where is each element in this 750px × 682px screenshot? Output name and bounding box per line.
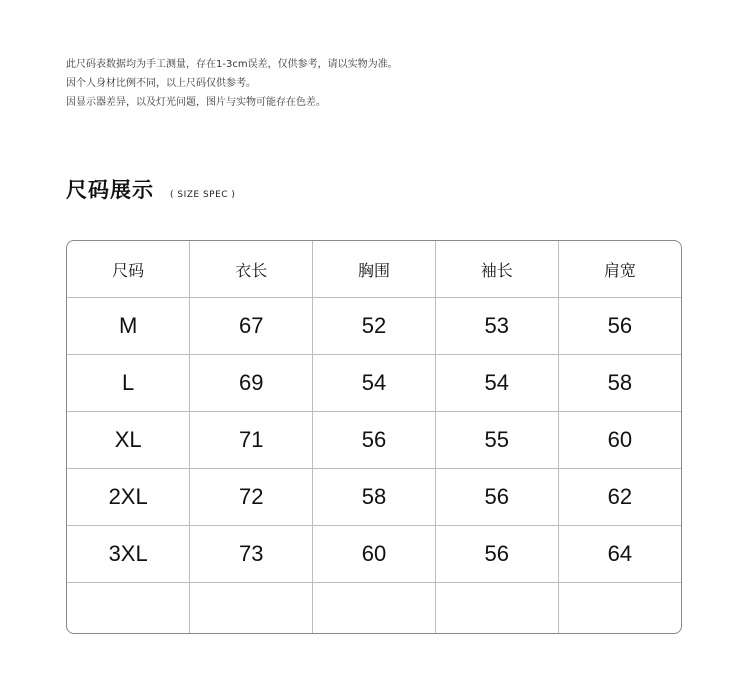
table-row-empty	[67, 583, 681, 635]
header-sleeve: 袖长	[435, 241, 558, 298]
cell-size: 2XL	[67, 469, 190, 526]
cell-sleeve: 53	[435, 298, 558, 355]
table-header-row	[67, 241, 681, 298]
size-table-container	[66, 240, 682, 634]
cell-size: XL	[67, 412, 190, 469]
header-length: 衣长	[190, 241, 313, 298]
empty-cell	[190, 583, 313, 635]
cell-sleeve: 55	[435, 412, 558, 469]
cell-shoulder: 62	[558, 469, 681, 526]
cell-chest: 60	[313, 526, 436, 583]
header-shoulder: 肩宽	[558, 241, 681, 298]
note-line: 因显示器差异，以及灯光问题，图片与实物可能存在色差。	[66, 97, 326, 108]
empty-cell	[558, 583, 681, 635]
size-notes	[66, 55, 398, 112]
section-heading	[66, 174, 235, 204]
cell-size: M	[67, 298, 190, 355]
cell-size: L	[67, 355, 190, 412]
cell-length: 69	[190, 355, 313, 412]
empty-cell	[313, 583, 436, 635]
size-table	[67, 241, 681, 634]
note-line: 因个人身材比例不同，以上尺码仅供参考。	[66, 78, 256, 89]
cell-size: 3XL	[67, 526, 190, 583]
table-row	[67, 526, 681, 583]
cell-length: 67	[190, 298, 313, 355]
table-row	[67, 412, 681, 469]
cell-shoulder: 64	[558, 526, 681, 583]
empty-cell	[67, 583, 190, 635]
cell-length: 71	[190, 412, 313, 469]
table-row	[67, 355, 681, 412]
cell-sleeve: 56	[435, 526, 558, 583]
table-row	[67, 298, 681, 355]
header-size: 尺码	[67, 241, 190, 298]
table-row	[67, 469, 681, 526]
cell-length: 72	[190, 469, 313, 526]
cell-length: 73	[190, 526, 313, 583]
cell-chest: 52	[313, 298, 436, 355]
cell-chest: 58	[313, 469, 436, 526]
note-line: 此尺码表数据均为手工测量，存在1-3cm误差，仅供参考，请以实物为准。	[66, 59, 398, 70]
section-title: 尺码展示	[66, 178, 154, 202]
header-chest: 胸围	[313, 241, 436, 298]
section-subtitle: ( SIZE SPEC )	[170, 190, 236, 200]
cell-sleeve: 54	[435, 355, 558, 412]
cell-shoulder: 58	[558, 355, 681, 412]
cell-chest: 54	[313, 355, 436, 412]
cell-chest: 56	[313, 412, 436, 469]
empty-cell	[435, 583, 558, 635]
cell-shoulder: 60	[558, 412, 681, 469]
cell-shoulder: 56	[558, 298, 681, 355]
cell-sleeve: 56	[435, 469, 558, 526]
